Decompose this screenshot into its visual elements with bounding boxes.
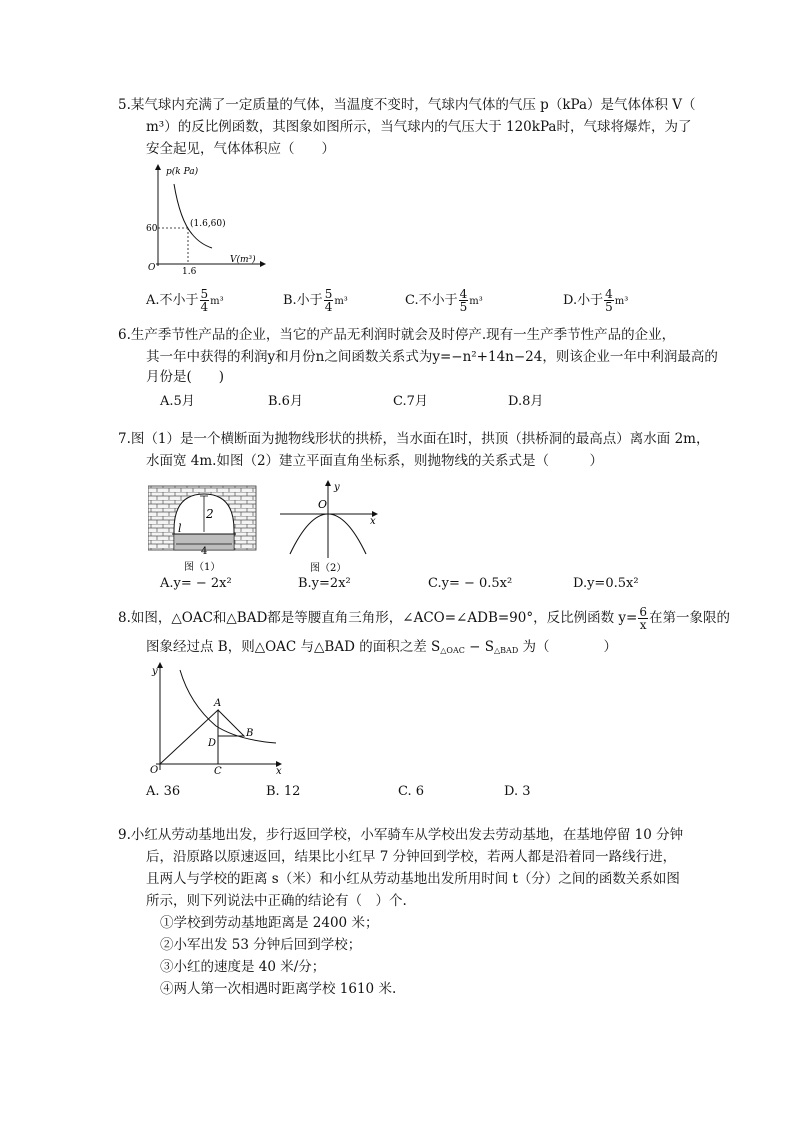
- q9-line1: 9.小红从劳动基地出发，步行返回学校，小军骑车从学校出发去劳动基地，在基地停留 10 分钟: [118, 827, 684, 843]
- q8-option-d[interactable]: D. 3: [504, 784, 531, 799]
- q6-option-a[interactable]: A.5月: [160, 394, 195, 409]
- q8-x-label: x: [276, 766, 282, 776]
- q9-line4: 所示，则下列说法中正确的结论有（ ）个.: [146, 893, 407, 909]
- q7-parabola-figure: [276, 478, 384, 574]
- q7-y-label: y: [334, 482, 340, 493]
- q8-triangle-graph: [146, 660, 286, 776]
- q5-pressure-graph: [140, 162, 270, 277]
- q9-item-1: ①学校到劳动基地距离是 2400 米；: [160, 915, 379, 931]
- q7-line1: 7.图（1）是一个横断面为抛物线形状的拱桥，当水面在l时，拱顶（拱桥洞的最高点）离水面 2m，: [118, 431, 710, 447]
- q7-option-b[interactable]: B.y=2x²: [298, 576, 351, 591]
- q5-option-b[interactable]: B.小于 $\frac{5}{4}$ m³: [283, 287, 348, 314]
- q5-line2: m³）的反比例函数，其图象如图所示，当气球内的气压大于 120kPa时，气球将爆炸，为了: [146, 119, 692, 135]
- q5-line3: 安全起见，气体体积应（ ）: [146, 141, 335, 157]
- q5-origin: O: [148, 263, 156, 273]
- q5-line1: 5.某气球内充满了一定质量的气体，当温度不变时，气球内气体的气压 p（kPa）是气体体积 V（: [118, 97, 696, 113]
- q9-line3: 且两人与学校的距离 s（米）和小红从劳动基地出发所用时间 t（分）之间的函数关系如图: [146, 871, 680, 887]
- q8-origin: O: [150, 765, 159, 776]
- q5-y-tick: 60: [146, 224, 158, 234]
- q5-y-axis-label: p(k Pa): [166, 167, 199, 177]
- q8-line2: 图象经过点 B，则△OAC 与△BAD 的面积之差 $S_{\triangle OAC} - S_{\triangle BAD}$ 为（ ）: [146, 639, 618, 655]
- q6-option-d[interactable]: D.8月: [508, 394, 544, 409]
- q9-item-2: ②小军出发 53 分钟后回到学校；: [160, 937, 362, 953]
- q7-option-d[interactable]: D.y=0.5x²: [573, 576, 639, 591]
- q9-item-4: ④两人第一次相遇时距离学校 1610 米.: [160, 981, 397, 997]
- q7-height-label: 2: [206, 507, 214, 521]
- q8-point-d: D: [208, 738, 217, 749]
- q5-x-axis-label: V(m³): [230, 255, 256, 265]
- q7-water-label: l: [178, 522, 182, 535]
- q8-line1: 8.如图，△OAC和△BAD都是等腰直角三角形，∠ACO=∠ADB=90°，反比例函数 y= $\frac{6}{x}$ 在第一象限的: [118, 605, 730, 632]
- q5-option-a[interactable]: A.不小于 $\frac{5}{4}$ m³: [146, 287, 224, 314]
- q8-option-b[interactable]: B. 12: [266, 784, 301, 799]
- q6-line1: 6.生产季节性产品的企业，当它的产品无利润时就会及时停产.现有一生产季节性产品的企业，: [118, 327, 676, 343]
- q8-point-b: B: [246, 728, 254, 739]
- q7-x-label: x: [370, 516, 376, 527]
- q7-fig1-caption: 图（1）: [184, 562, 221, 573]
- q7-bridge-figure: [148, 484, 258, 574]
- q5-point-label: (1.6,60): [190, 219, 226, 229]
- q7-line2: 水面宽 4m.如图（2）建立平面直角坐标系，则抛物线的关系式是（ ）: [146, 453, 604, 469]
- q6-option-b[interactable]: B.6月: [268, 394, 303, 409]
- q6-line3: 月份是( ): [146, 369, 225, 385]
- q9-line2: 后，沿原路以原速返回，结果比小红早 7 分钟回到学校，若两人都是沿着同一路线行进，: [146, 849, 677, 865]
- q9-item-3: ③小红的速度是 40 米/分；: [160, 959, 326, 975]
- q7-option-a[interactable]: A.y= − 2x²: [160, 576, 232, 591]
- q8-point-a: A: [214, 698, 222, 709]
- q8-option-a[interactable]: A. 36: [146, 784, 181, 799]
- q7-fig2-caption: 图（2）: [310, 563, 347, 574]
- q6-option-c[interactable]: C.7月: [393, 394, 428, 409]
- q7-width-label: 4: [201, 546, 208, 557]
- q7-option-c[interactable]: C.y= − 0.5x²: [428, 576, 513, 591]
- q8-point-c: C: [214, 766, 222, 776]
- q5-option-c[interactable]: C.不小于 $\frac{4}{5}$ m³: [405, 287, 483, 314]
- q5-option-d[interactable]: D.小于 $\frac{4}{5}$ m³: [563, 287, 629, 314]
- q6-line2: 其一年中获得的利润y和月份n之间函数关系式为y=−n²+14n−24，则该企业一年中利润最高的: [146, 349, 718, 365]
- q5-x-tick: 1.6: [182, 267, 197, 277]
- q7-origin: O: [318, 498, 328, 511]
- q8-y-label: y: [152, 666, 158, 677]
- q8-option-c[interactable]: C. 6: [398, 784, 425, 799]
